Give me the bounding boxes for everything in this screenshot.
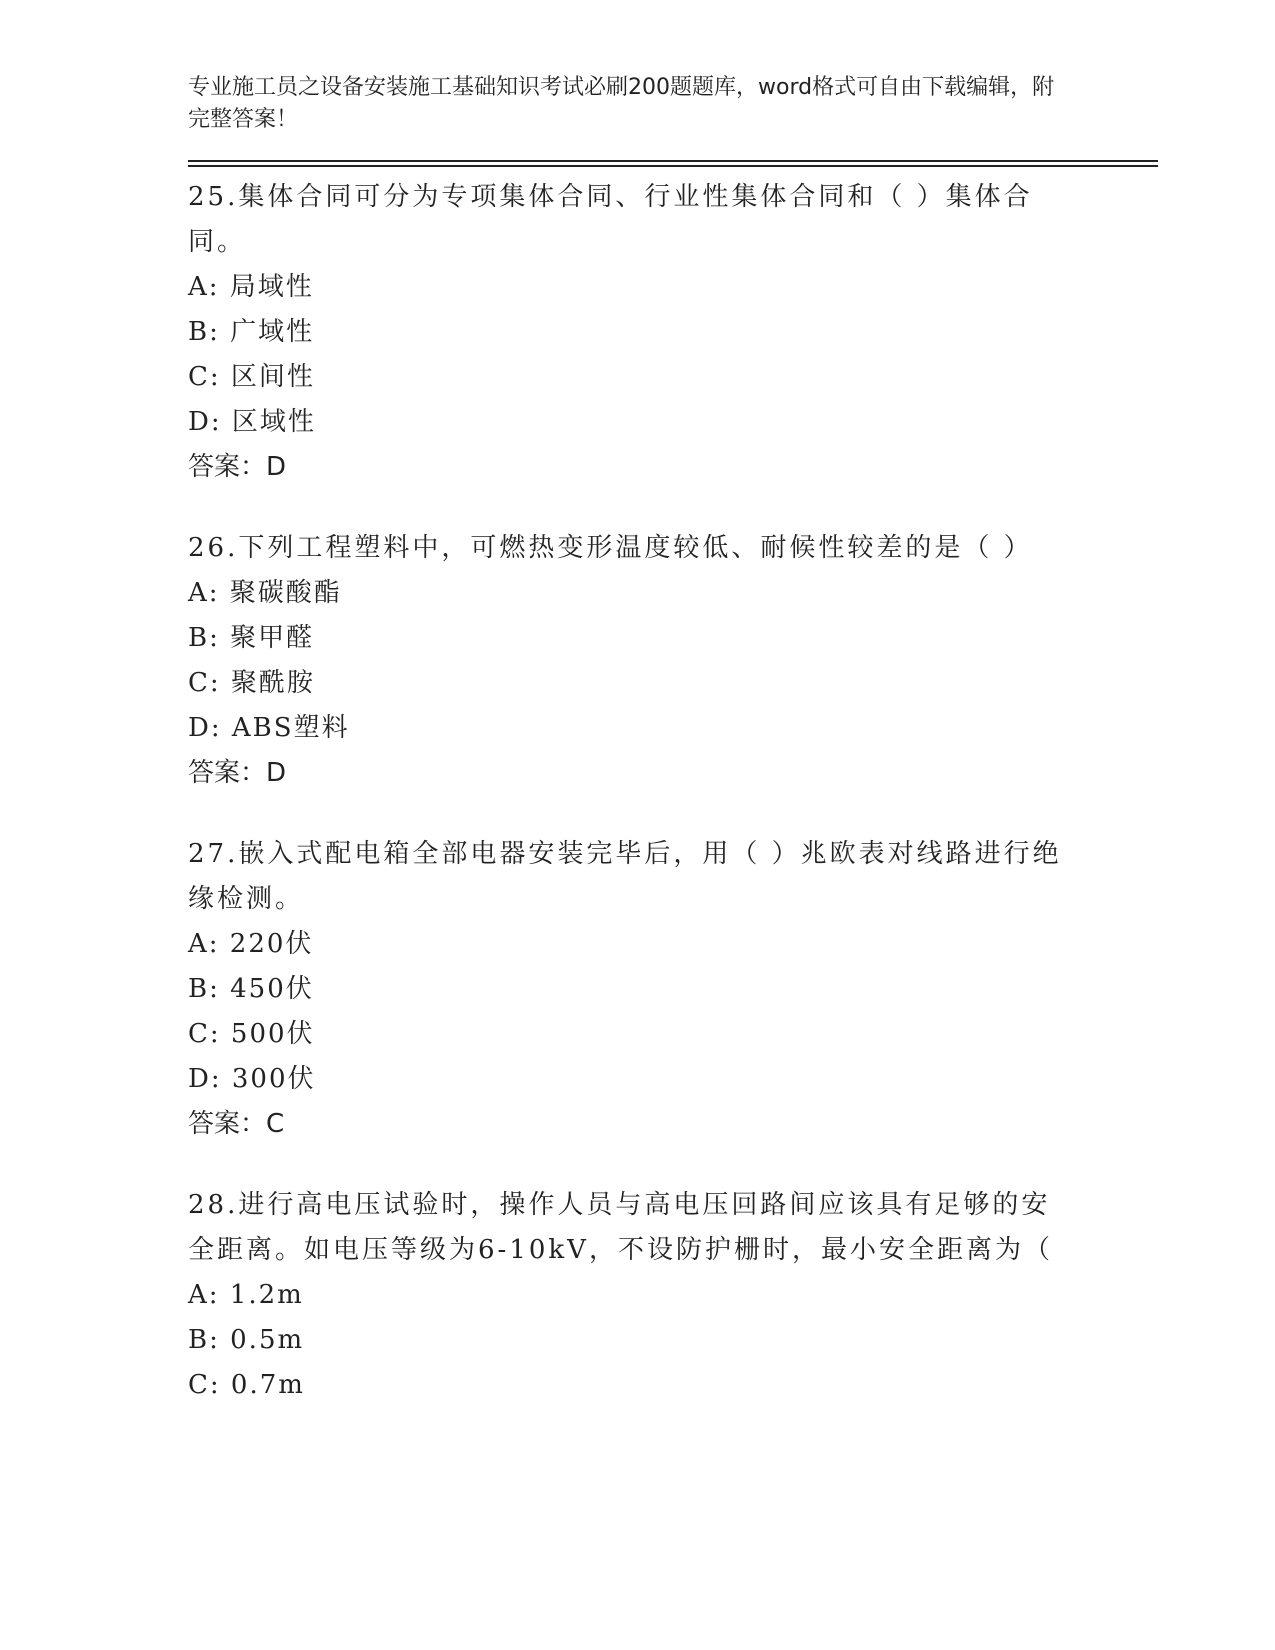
- option-a: A: 局域性: [188, 272, 314, 302]
- document-header: 专业施工员之设备安装施工基础知识考试必刷200题题库，word格式可自由下载编辑，附完整答案！: [188, 75, 1055, 132]
- option-b: B: 聚甲醛: [188, 623, 315, 653]
- option-d: D: 区域性: [188, 407, 316, 437]
- option-c: C: 500伏: [188, 1019, 315, 1049]
- question-list: [188, 175, 1158, 1408]
- question-25: [188, 175, 1158, 490]
- option-c: C: 0.7m: [188, 1370, 305, 1400]
- answer: 答案：D: [188, 452, 287, 482]
- header-divider: [188, 160, 1158, 167]
- question-27: [188, 832, 1158, 1147]
- option-a: A: 聚碳酸酯: [188, 578, 342, 608]
- option-a: A: 1.2m: [188, 1280, 304, 1310]
- question-text: 28.进行高电压试验时，操作人员与高电压回路间应该具有足够的安全距离。如电压等级为6-10kV，不设防护栅时，最小安全距离为（: [188, 1190, 1053, 1265]
- question-26: [188, 526, 1158, 796]
- option-b: B: 0.5m: [188, 1325, 305, 1355]
- answer: 答案：D: [188, 758, 287, 788]
- option-b: B: 450伏: [188, 974, 314, 1004]
- option-b: B: 广域性: [188, 317, 315, 347]
- question-text: 27.嵌入式配电箱全部电器安装完毕后，用（ ）兆欧表对线路进行绝缘检测。: [188, 839, 1062, 914]
- answer: 答案：C: [188, 1109, 285, 1139]
- option-a: A: 220伏: [188, 929, 314, 959]
- question-text: 25.集体合同可分为专项集体合同、行业性集体合同和（ ）集体合同。: [188, 182, 1033, 257]
- question-text: 26.下列工程塑料中，可燃热变形温度较低、耐候性较差的是（ ）: [188, 533, 1033, 563]
- option-c: C: 区间性: [188, 362, 315, 392]
- question-28: [188, 1183, 1158, 1408]
- option-d: D: ABS塑料: [188, 713, 350, 743]
- option-c: C: 聚酰胺: [188, 668, 315, 698]
- document-page: [188, 72, 1158, 1444]
- option-d: D: 300伏: [188, 1064, 316, 1094]
